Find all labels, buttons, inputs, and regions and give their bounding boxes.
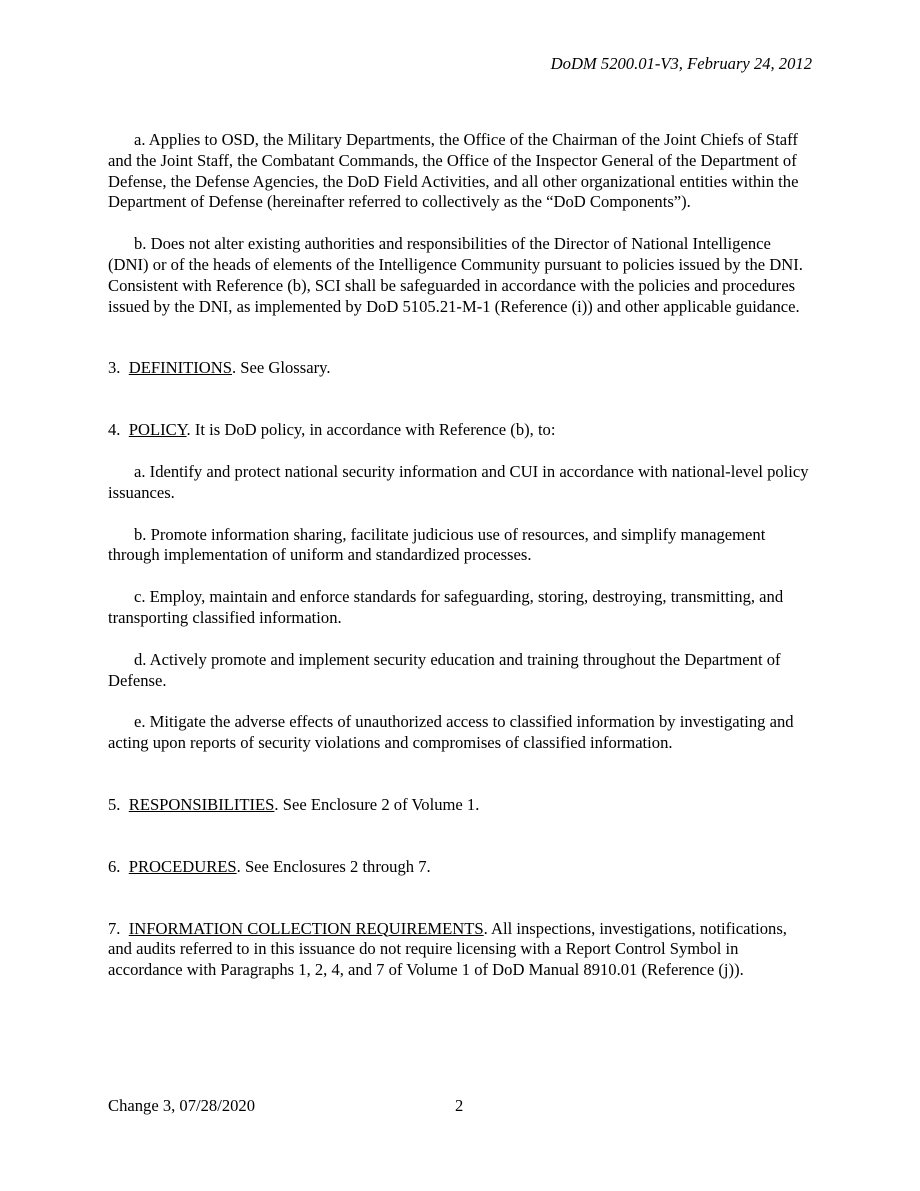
section-text: . See Enclosures 2 through 7. xyxy=(236,856,431,876)
section-heading-info-collection: INFORMATION COLLECTION REQUIREMENTS xyxy=(128,918,484,938)
section-text: . It is DoD policy, in accordance with Reference (b), to: xyxy=(186,420,556,440)
section-text: . See Glossary. xyxy=(232,358,331,378)
section-number: 7. xyxy=(108,918,121,938)
footer-change-note: Change 3, 07/28/2020 xyxy=(108,1096,256,1115)
policy-item-d: d. Actively promote and implement security education and training throughout the Department of Defense. xyxy=(108,649,781,690)
applicability-paragraph-b: b. Does not alter existing authorities and responsibilities of the Director of National Intelligence (DNI) or of the heads of elements of the Intelligence Community pursuant to policies issued by the DNI. Consistent with Reference (b), SCI shall be safeguarded in accordance with the policies and procedures issued by the DNI, as implemented by DoD 5105.21-M-1 (Reference (i)) and other applicable guidance. xyxy=(108,234,803,316)
section-heading-policy: POLICY xyxy=(128,420,187,440)
procedures-section xyxy=(108,857,813,878)
policy-item-b: b. Promote information sharing, facilitate judicious use of resources, and simplify management through implementation of uniform and standardized processes. xyxy=(108,524,766,565)
section-heading-procedures: PROCEDURES xyxy=(128,856,237,876)
section-number: 5. xyxy=(108,794,121,814)
section-number: 4. xyxy=(108,420,121,440)
responsibilities-section xyxy=(108,795,813,816)
section-number: 3. xyxy=(108,358,121,378)
policy-item-a: a. Identify and protect national security information and CUI in accordance with national-level policy issuances. xyxy=(108,461,809,502)
policy-section xyxy=(108,420,813,441)
section-text: . All inspections, investigations, notifications, and audits referred to in this issuance do not require licensing with a Report Control Symbol in accordance with Paragraphs 1, 2, 4, and 7 of Volume 1 of DoD Manual 8910.01 (Reference (j)). xyxy=(108,918,787,980)
footer-page-number: 2 xyxy=(455,1096,464,1115)
definitions-section xyxy=(108,358,813,379)
document-body xyxy=(108,130,813,981)
section-number: 6. xyxy=(108,856,121,876)
section-heading-definitions: DEFINITIONS xyxy=(128,358,232,378)
info-collection-section xyxy=(108,919,813,981)
policy-item-c: c. Employ, maintain and enforce standards for safeguarding, storing, destroying, transmitting, and transporting classified information. xyxy=(108,587,784,627)
applicability-paragraph-a: a. Applies to OSD, the Military Departments, the Office of the Chairman of the Joint Chiefs of Staff and the Joint Staff, the Combatant Commands, the Office of the Inspector General of the Department of Defense, the Defense Agencies, the DoD Field Activities, and all other organizational entities within the Department of Defense (hereinafter referred to collectively as the “DoD Components”). xyxy=(108,130,799,212)
section-heading-responsibilities: RESPONSIBILITIES xyxy=(128,794,275,814)
section-text: . See Enclosure 2 of Volume 1. xyxy=(274,794,480,814)
policy-item-e: e. Mitigate the adverse effects of unauthorized access to classified information by investigating and acting upon reports of security violations and compromises of classified information. xyxy=(108,712,794,753)
document-header: DoDM 5200.01-V3, February 24, 2012 xyxy=(550,54,812,73)
